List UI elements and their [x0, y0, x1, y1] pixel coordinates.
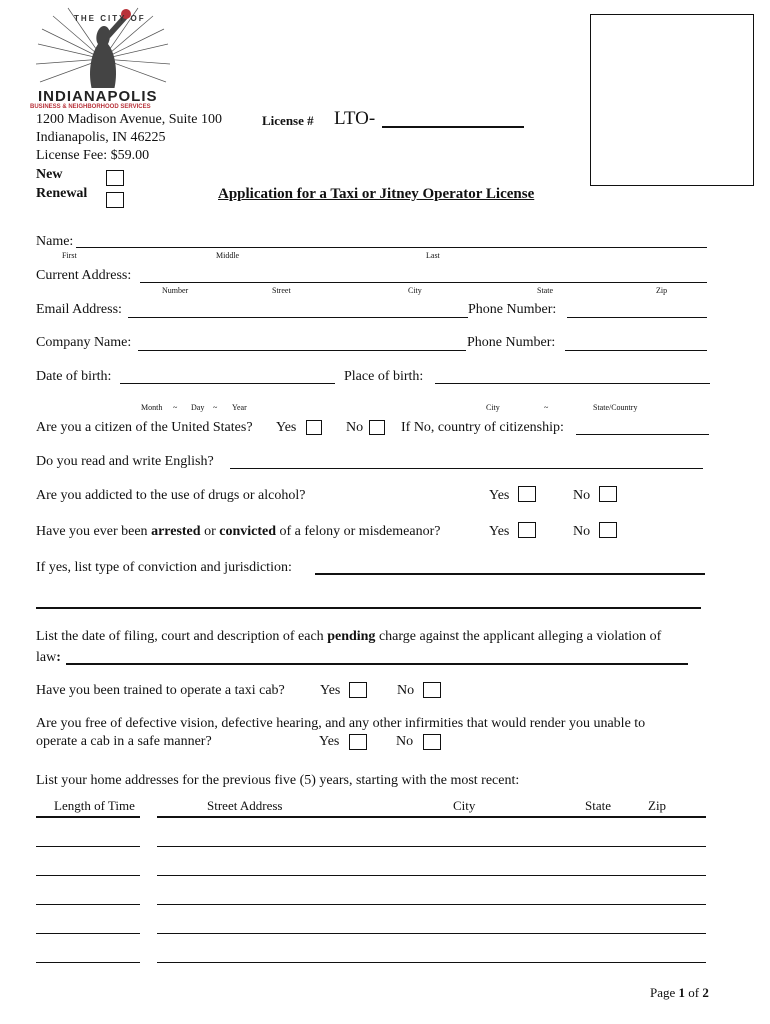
- pob-sub-sep: ~: [544, 403, 549, 412]
- page-title: Application for a Taxi or Jitney Operator License: [218, 186, 535, 202]
- dob-sub-month: Month: [141, 403, 163, 412]
- conviction-list-label: If yes, list type of conviction and jurisdiction:: [36, 560, 292, 575]
- name-sub-first: First: [62, 251, 77, 260]
- address-history-intro: List your home addresses for the previous five (5) years, starting with the most recent:: [36, 773, 520, 788]
- license-fee: License Fee: $59.00: [36, 148, 150, 163]
- page-total: 2: [702, 985, 709, 1000]
- current-address-label: Current Address:: [36, 268, 132, 283]
- address-row-address-field[interactable]: [157, 933, 706, 934]
- pending-text-pre: List the date of filing, court and description of each: [36, 629, 324, 644]
- arrested-no-checkbox[interactable]: [599, 522, 617, 538]
- col-header-length: Length of Time: [54, 798, 135, 813]
- pob-sub-state-country: State/Country: [593, 403, 638, 412]
- name-sub-middle: Middle: [216, 251, 240, 260]
- trained-question: Have you been trained to operate a taxi cab?: [36, 683, 285, 698]
- address-line2: Indianapolis, IN 46225: [36, 130, 166, 145]
- arrested-text-bold2: convicted: [219, 524, 276, 539]
- dob-sub-day: Day: [191, 403, 205, 412]
- arrested-yes-label: Yes: [489, 524, 510, 539]
- address-row-address-field[interactable]: [157, 846, 706, 847]
- pending-text-bold: pending: [327, 629, 376, 644]
- address-sub-street: Street: [272, 286, 291, 295]
- addicted-no-checkbox[interactable]: [599, 486, 617, 502]
- dob-field[interactable]: [120, 383, 335, 384]
- col-header-street: Street Address: [207, 798, 283, 813]
- address-sub-state: State: [537, 286, 553, 295]
- vision-question-line2: operate a cab in a safe manner?: [36, 734, 212, 749]
- name-field[interactable]: [76, 247, 707, 248]
- new-label: New: [36, 167, 63, 182]
- license-number-field[interactable]: [382, 126, 524, 128]
- current-address-field[interactable]: [140, 282, 707, 283]
- dob-label: Date of birth:: [36, 369, 112, 384]
- pending-law-colon: :: [56, 650, 61, 665]
- address-row-address-field[interactable]: [157, 904, 706, 905]
- email-field[interactable]: [128, 317, 468, 318]
- english-field[interactable]: [230, 468, 703, 469]
- dob-sub-sep2: ~: [213, 403, 218, 412]
- dob-sub-year: Year: [232, 403, 247, 412]
- citizenship-country-label: If No, country of citizenship:: [401, 420, 564, 435]
- address-line1: 1200 Madison Avenue, Suite 100: [36, 112, 223, 127]
- arrested-no-label: No: [573, 524, 591, 539]
- citizenship-country-field[interactable]: [576, 434, 709, 435]
- logo-wordmark: INDIANAPOLIS: [38, 88, 158, 105]
- address-sub-zip: Zip: [656, 286, 668, 295]
- trained-yes-checkbox[interactable]: [349, 682, 367, 698]
- pending-question-line1: [36, 629, 661, 645]
- city-logo: [28, 4, 178, 112]
- citizen-no-checkbox[interactable]: [369, 420, 385, 435]
- new-checkbox[interactable]: [106, 170, 124, 186]
- pob-field[interactable]: [435, 383, 710, 384]
- vision-yes-checkbox[interactable]: [349, 734, 367, 750]
- addicted-yes-label: Yes: [489, 488, 510, 503]
- vision-question-line1: Are you free of defective vision, defective hearing, and any other infirmities that would render you unable to: [36, 716, 646, 731]
- arrested-text-pre: Have you ever been: [36, 524, 148, 539]
- license-prefix: LTO-: [334, 108, 376, 129]
- company-field[interactable]: [138, 350, 466, 351]
- license-number-label: License #: [262, 113, 314, 128]
- col-header-zip: Zip: [648, 798, 667, 813]
- trained-yes-label: Yes: [320, 683, 341, 698]
- table-header-rule-right: [157, 816, 706, 818]
- english-question: Do you read and write English?: [36, 454, 214, 469]
- name-sub-last: Last: [426, 251, 440, 260]
- arrested-text-mid: or: [204, 524, 216, 539]
- phone-field-1[interactable]: [567, 317, 707, 318]
- trained-no-label: No: [397, 683, 415, 698]
- conviction-list-field-1[interactable]: [315, 573, 705, 575]
- citizen-yes-label: Yes: [276, 420, 297, 435]
- vision-no-label: No: [396, 734, 414, 749]
- vision-no-checkbox[interactable]: [423, 734, 441, 750]
- name-label: Name:: [36, 234, 74, 249]
- table-header-rule-left: [36, 816, 140, 818]
- address-row-length-field[interactable]: [36, 904, 140, 905]
- page-label: Page: [650, 985, 676, 1000]
- address-row-length-field[interactable]: [36, 962, 140, 963]
- citizen-yes-checkbox[interactable]: [306, 420, 322, 435]
- arrested-yes-checkbox[interactable]: [518, 522, 536, 538]
- phone-label-1: Phone Number:: [468, 302, 557, 317]
- address-row-address-field[interactable]: [157, 875, 706, 876]
- pending-charges-field[interactable]: [66, 663, 688, 665]
- dob-sub-sep1: ~: [173, 403, 178, 412]
- pob-label: Place of birth:: [344, 369, 424, 384]
- addicted-no-label: No: [573, 488, 591, 503]
- company-label: Company Name:: [36, 335, 132, 350]
- conviction-list-field-2[interactable]: [36, 607, 701, 609]
- phone-label-2: Phone Number:: [467, 335, 556, 350]
- arrested-text-post: of a felony or misdemeanor?: [279, 524, 441, 539]
- arrested-text-bold1: arrested: [151, 524, 201, 539]
- phone-field-2[interactable]: [565, 350, 707, 351]
- renewal-label: Renewal: [36, 186, 88, 201]
- photo-box: [590, 14, 754, 186]
- trained-no-checkbox[interactable]: [423, 682, 441, 698]
- email-label: Email Address:: [36, 302, 122, 317]
- col-header-state: State: [585, 798, 611, 813]
- addicted-question: Are you addicted to the use of drugs or alcohol?: [36, 488, 306, 503]
- page-of: of: [688, 985, 700, 1000]
- pob-sub-city: City: [486, 403, 500, 412]
- address-sub-city: City: [408, 286, 422, 295]
- logo-tagline: BUSINESS & NEIGHBORHOOD SERVICES: [30, 104, 151, 110]
- address-row-length-field[interactable]: [36, 846, 140, 847]
- address-row-length-field[interactable]: [36, 933, 140, 934]
- citizen-no-label: No: [346, 420, 364, 435]
- address-sub-number: Number: [162, 286, 189, 295]
- pending-law-text: law: [36, 650, 57, 665]
- page-number: 1: [678, 985, 686, 1000]
- logo-arc-text: THE CITY OF: [74, 14, 146, 23]
- pending-question-line2: [36, 650, 61, 666]
- citizen-question: Are you a citizen of the United States?: [36, 420, 253, 435]
- arrested-question: [36, 524, 440, 540]
- pending-text-post: charge against the applicant alleging a violation of: [378, 629, 662, 644]
- vision-yes-label: Yes: [319, 734, 340, 749]
- address-row-address-field[interactable]: [157, 962, 706, 963]
- address-row-length-field[interactable]: [36, 875, 140, 876]
- col-header-city: City: [453, 798, 476, 813]
- addicted-yes-checkbox[interactable]: [518, 486, 536, 502]
- renewal-checkbox[interactable]: [106, 192, 124, 208]
- page-indicator: [650, 985, 709, 1001]
